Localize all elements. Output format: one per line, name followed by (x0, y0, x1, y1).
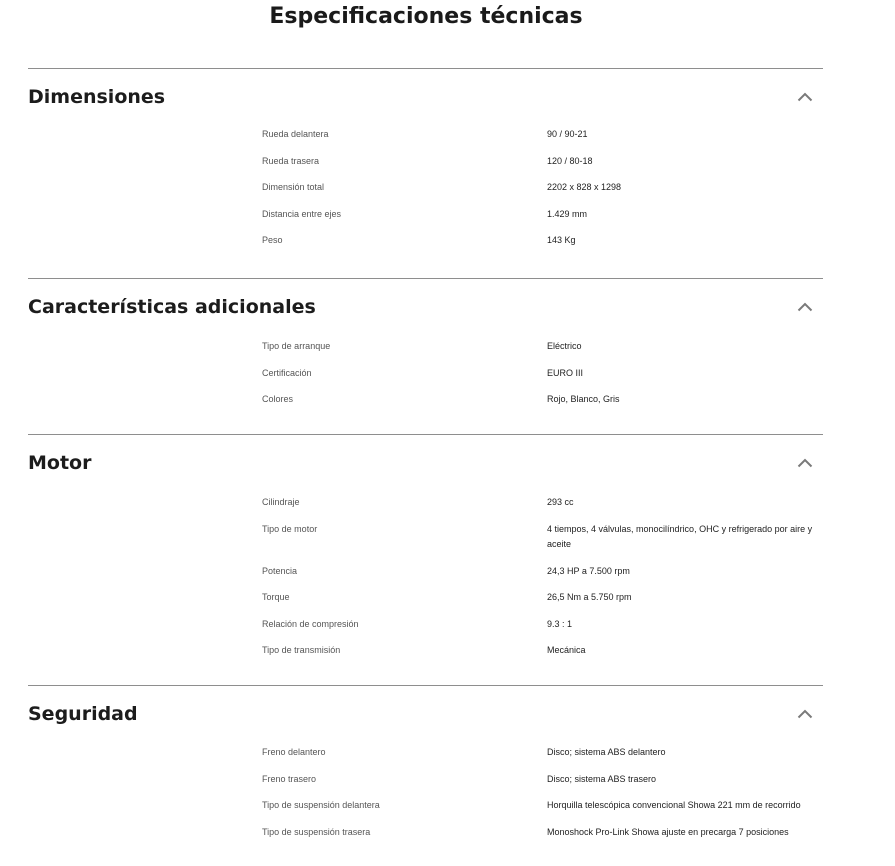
spec-row (28, 127, 823, 154)
spec-label: Distancia entre ejes (262, 208, 342, 219)
spec-value: 9.3 : 1 (547, 618, 573, 629)
spec-label: Certificación (262, 367, 312, 378)
chevron-up-icon[interactable] (797, 92, 813, 102)
spec-value: Disco; sistema ABS trasero (547, 773, 657, 784)
chevron-up-icon[interactable] (797, 709, 813, 719)
section-header-dimensiones[interactable] (28, 69, 823, 125)
section-title: Motor (28, 452, 92, 474)
spec-list (28, 127, 823, 260)
section-caracteristicas-adicionales (28, 278, 823, 419)
spec-row (28, 180, 823, 207)
spec-value: Rojo, Blanco, Gris (547, 394, 620, 405)
spec-label: Relación de compresión (262, 618, 359, 629)
spec-list (28, 339, 823, 419)
spec-value: 26,5 Nm a 5.750 rpm (547, 592, 632, 603)
spec-label: Peso (262, 235, 283, 246)
section-seguridad (28, 685, 823, 851)
spec-label: Rueda trasera (262, 155, 320, 166)
spec-row (28, 590, 823, 617)
spec-label: Potencia (262, 565, 298, 576)
spec-label: Tipo de transmisión (262, 645, 341, 656)
spec-label: Freno delantero (262, 747, 326, 757)
spec-value: 120 / 80-18 (547, 155, 593, 166)
spec-value: 24,3 HP a 7.500 rpm (547, 565, 630, 576)
spec-label: Tipo de arranque (262, 341, 331, 351)
spec-row (28, 495, 823, 522)
spec-value: 1.429 mm (547, 208, 588, 219)
spec-row (28, 643, 823, 670)
section-header-caracteristicas-adicionales[interactable] (28, 279, 823, 335)
spec-value: 2202 x 828 x 1298 (547, 182, 622, 193)
chevron-up-icon[interactable] (797, 302, 813, 312)
section-title: Características adicionales (28, 296, 316, 318)
spec-value: 293 cc (547, 497, 574, 507)
spec-label: Colores (262, 394, 294, 405)
section-title: Seguridad (28, 703, 138, 725)
spec-value: Mecánica (547, 645, 586, 656)
spec-value: 4 tiempos, 4 válvulas, monocilíndrico, OHC y refrigerado por aire y aceite (547, 523, 813, 549)
section-title: Dimensiones (28, 86, 166, 108)
spec-label: Tipo de suspensión trasera (262, 826, 371, 837)
spec-label: Torque (262, 592, 290, 603)
spec-label: Cilindraje (262, 497, 300, 507)
spec-row (28, 825, 823, 852)
chevron-up-icon[interactable] (797, 458, 813, 468)
spec-label: Tipo de suspensión delantera (262, 800, 380, 811)
section-header-motor[interactable] (28, 435, 823, 491)
spec-label: Dimensión total (262, 182, 325, 193)
spec-row (28, 798, 823, 825)
spec-label: Tipo de motor (262, 523, 318, 534)
spec-row (28, 366, 823, 393)
spec-value: EURO III (547, 367, 584, 378)
spec-row (28, 207, 823, 234)
spec-row (28, 233, 823, 260)
spec-row (28, 154, 823, 181)
spec-list (28, 495, 823, 670)
spec-label: Rueda delantera (262, 129, 329, 139)
spec-label: Freno trasero (262, 773, 317, 784)
spec-value: 143 Kg (547, 235, 576, 246)
spec-row (28, 745, 823, 772)
spec-value: Disco; sistema ABS delantero (547, 747, 666, 757)
section-dimensiones (28, 68, 823, 260)
spec-row (28, 772, 823, 799)
spec-value: 90 / 90-21 (547, 129, 588, 139)
page-title: Especificaciones técnicas (269, 4, 583, 29)
section-header-seguridad[interactable] (28, 686, 823, 742)
spec-row (28, 564, 823, 591)
spec-row (28, 617, 823, 644)
spec-row (28, 522, 823, 564)
section-motor (28, 434, 823, 670)
spec-value: Eléctrico (547, 341, 582, 351)
spec-row (28, 392, 823, 419)
spec-value: Horquilla telescópica convencional Showa 221 mm de recorrido (547, 800, 801, 811)
spec-value: Monoshock Pro-Link Showa ajuste en precarga 7 posiciones (547, 826, 789, 837)
spec-row (28, 339, 823, 366)
spec-list (28, 745, 823, 851)
